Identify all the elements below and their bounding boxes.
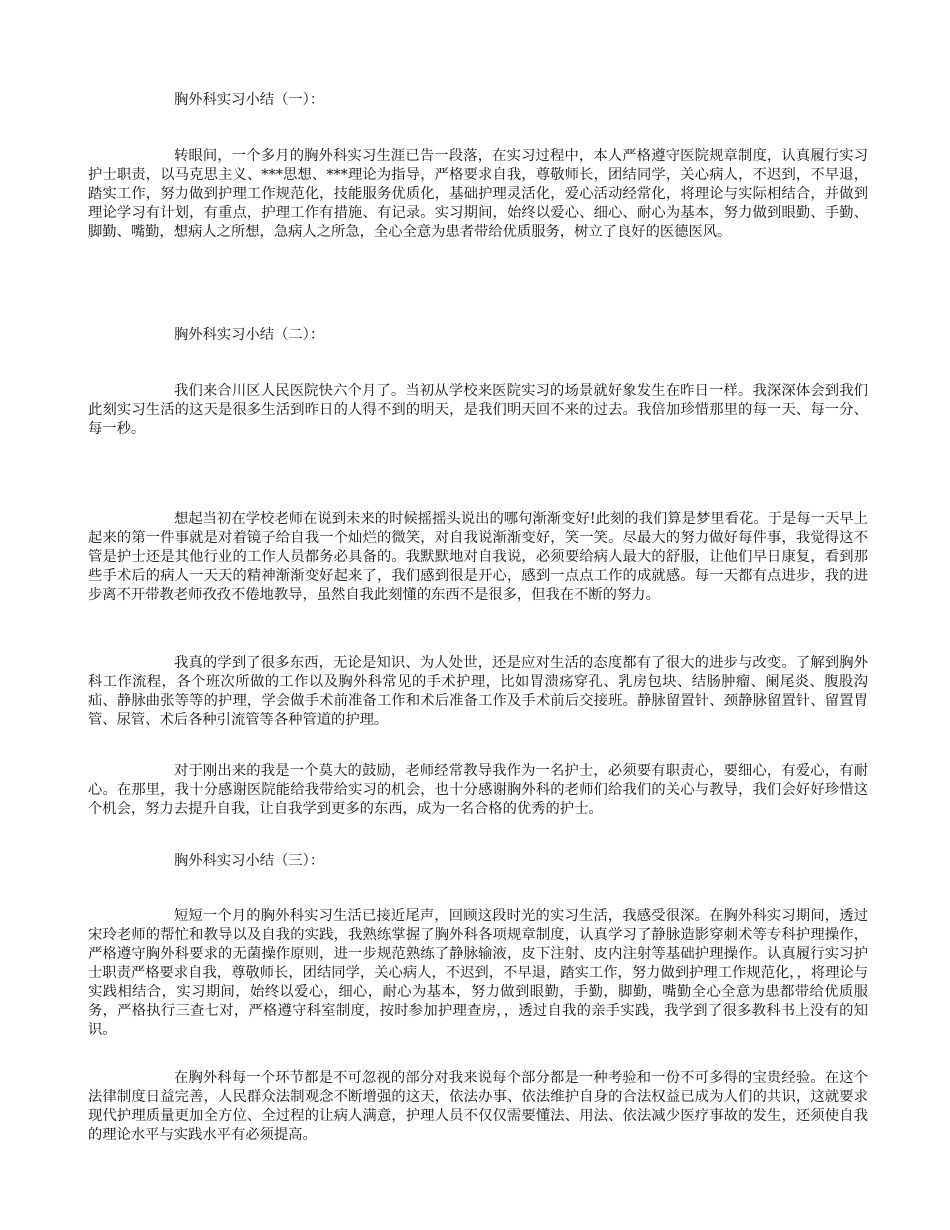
section-2-paragraph-2: 想起当初在学校老师在说到未来的时候摇摇头说出的哪句渐渐变好!此刻的我们算是梦里看花。于是每一天早上起来的第一件事就是对着镜子给自我一个灿烂的微笑，对自我说渐渐变好，笑一笑。尽最大的努力做好每件事，我觉得这不管是护士还是其他行业的工作人员都务必具备的。我默默地对自我说，必须要给病人最大的舒服，让他们早日康复，看到那些手术后的病人一天天的精神渐渐变好起来了，我们感到很是开心，感到一点点工作的成就感。每一天都有点进步，我的进步离不开带教老师孜孜不倦地教导，虽然自我此刻懂的东西不是很多，但我在不断的努力。 (88, 511, 868, 603)
section-3-paragraph-1: 短短一个月的胸外科实习生活已接近尾声，回顾这段时光的实习生活，我感受很深。在胸外科实习期间，透过宋玲老师的帮忙和教导以及自我的实践，我熟练掌握了胸外科各项规章制度，认真学习了静脉造影穿刺术等专科护理操作，严格遵守胸外科要求的无菌操作原则，进一步规范熟练了静脉输液，皮下注射、皮内注射等基础护理操作。认真履行实习护士职责严格要求自我，尊敬师长，团结同学，关心病人，不迟到，不早退，踏实工作，努力做到护理工作规范化，，将理论与实践相结合，实习期间，始终以爱心，细心，耐心为基本，努力做到眼勤，手勤，脚勤，嘴勤全心全意为患都带给优质服务，严格执行三查七对，严格遵守科室制度，按时参加护理查房，，透过自我的亲手实践，我学到了很多教科书上没有的知识。 (88, 908, 868, 1038)
section-1-heading: 胸外科实习小结（一）： (174, 92, 325, 108)
section-3-paragraph-2: 在胸外科每一个环节都是不可忽视的部分对我来说每个部分都是一种考验和一份不可多得的宝贵经验。在这个法律制度日益完善，人民群众法制观念不断增强的这天，依法办事、依法维护自身的合法权益已成为人们的共识，这就要求现代护理质量更加全方位、全过程的让病人满意，护理人员不仅仅需要懂法、用法、依法减少医疗事故的发生，还须使自我的理论水平与实践水平有必须提高。 (88, 1070, 868, 1143)
section-2-heading: 胸外科实习小结（二）： (174, 327, 325, 343)
section-2-paragraph-3: 我真的学到了很多东西，无论是知识、为人处世，还是应对生活的态度都有了很大的进步与改变。了解到胸外科工作流程，各个班次所做的工作以及胸外科常见的手术护理，比如胃溃疡穿孔、乳房包块、结肠肿瘤、阑尾炎、腹股沟疝、静脉曲张等等的护理，学会做手术前准备工作和术后准备工作及手术前后交接班。静脉留置针、颈静脉留置针、留置胃管、尿管、术后各种引流管等各种管道的护理。 (88, 655, 868, 728)
section-1-paragraph-1: 转眼间，一个多月的胸外科实习生涯已告一段落，在实习过程中，本人严格遵守医院规章制度，认真履行实习护士职责，以马克思主义、***思想、***理论为指导，严格要求自我，尊敬师长，团结同学，关心病人，不迟到，不早退，踏实工作，努力做到护理工作规范化，技能服务优质化，基础护理灵活化，爱心活动经常化，将理论与实际相结合，并做到理论学习有计划，有重点，护理工作有措施、有记录。实习期间，始终以爱心、细心、耐心为基本，努力做到眼勤、手勤、脚勤、嘴勤，想病人之所想，急病人之所急，全心全意为患者带给优质服务，树立了良好的医德医风。 (88, 148, 868, 240)
section-2-paragraph-1: 我们来合川区人民医院快六个月了。当初从学校来医院实习的场景就好象发生在昨日一样。我深深体会到我们此刻实习生活的这天是很多生活到昨日的人得不到的明天，是我们明天回不来的过去。我倍加珍惜那里的每一天、每一分、每一秒。 (88, 383, 868, 437)
section-2-paragraph-4: 对于刚出来的我是一个莫大的鼓励，老师经常教导我作为一名护士，必须要有职责心，要细心，有爱心，有耐心。在那里，我十分感谢医院能给我带给实习的机会，也十分感谢胸外科的老师们给我们的关心与教导，我们会好好珍惜这个机会，努力去提升自我，让自我学到更多的东西，成为一名合格的优秀的护士。 (88, 763, 868, 817)
section-3-heading: 胸外科实习小结（三）： (174, 853, 325, 869)
